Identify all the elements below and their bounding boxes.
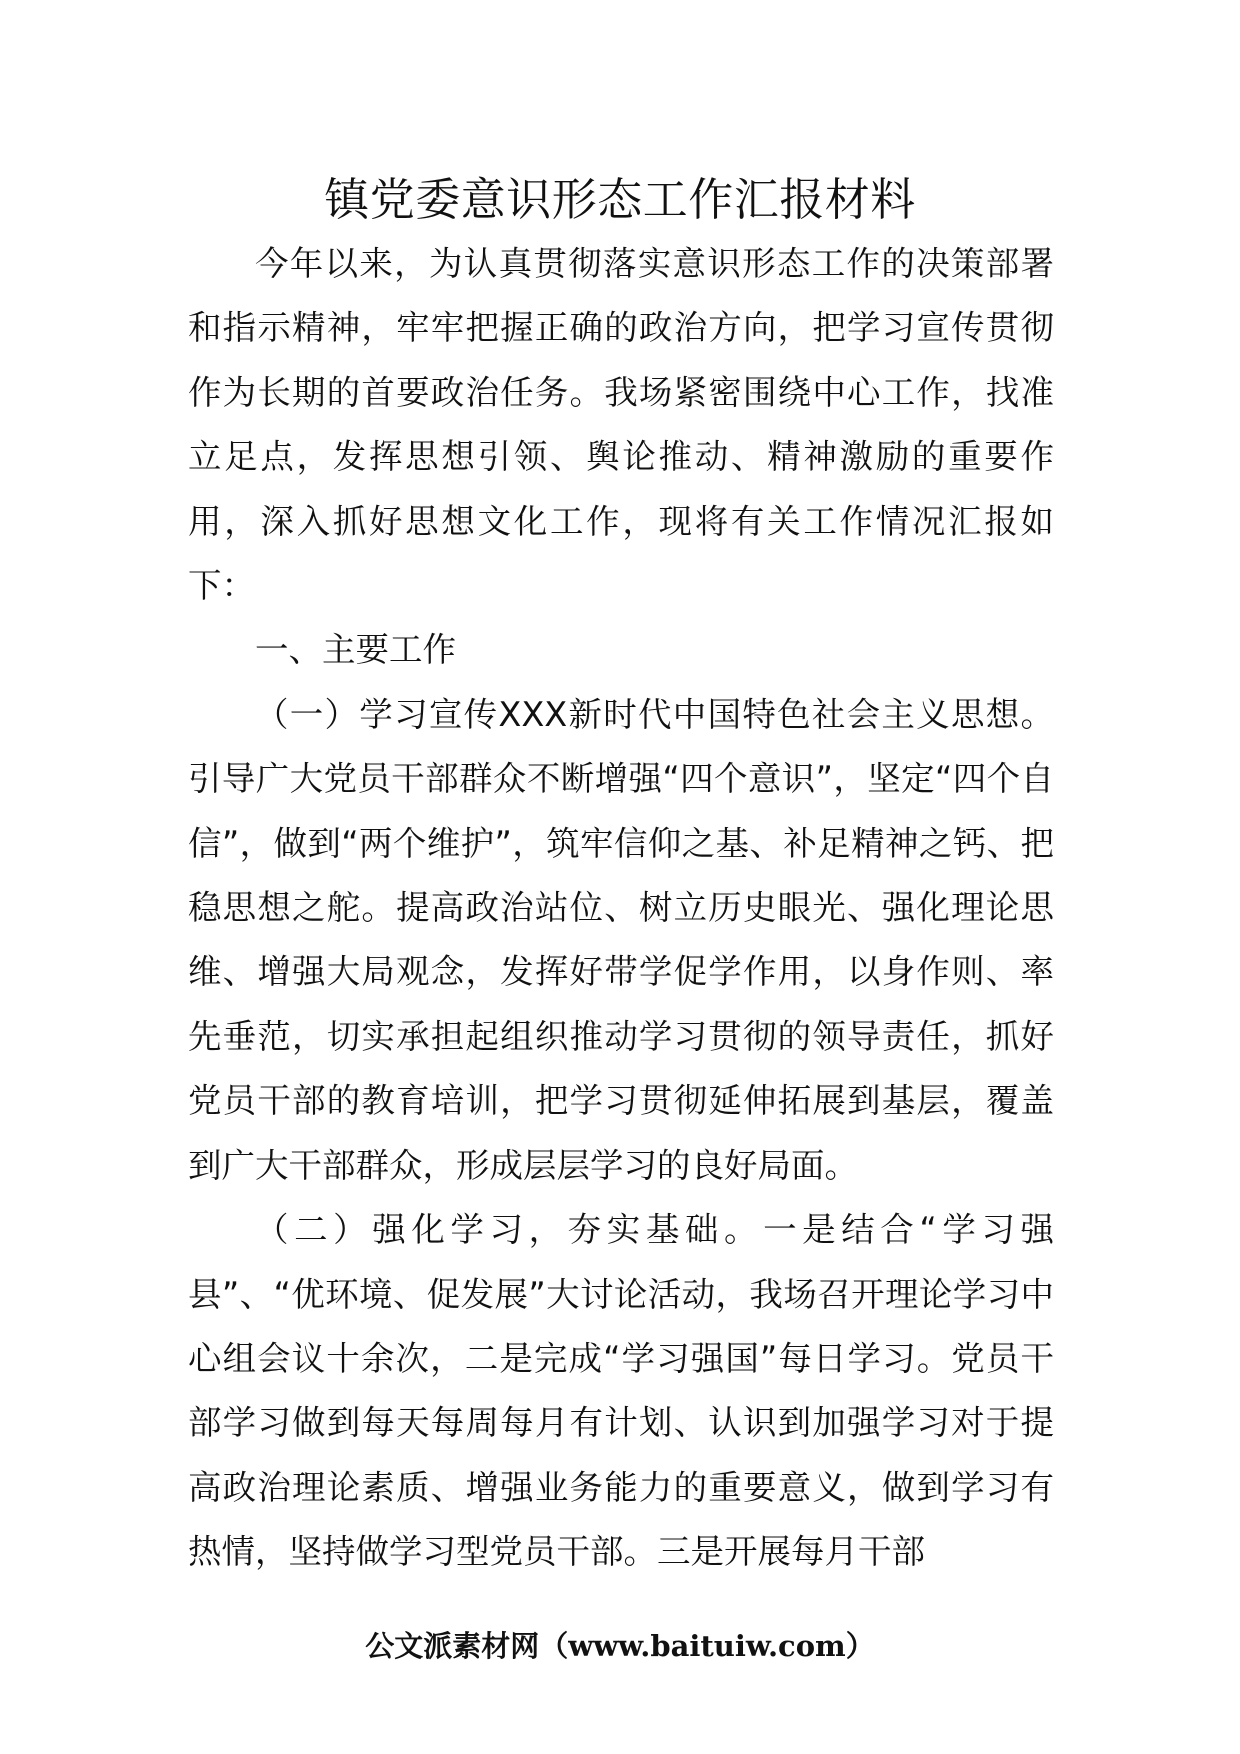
- footer-watermark: 公文派素材网（www.baituiw.com）: [365, 1629, 875, 1663]
- paragraph-item-2: （二）强化学习，夯实基础。一是结合“学习强县”、“优环境、促发展”大讨论活动，我场召开理论学习中心组会议十余次，二是完成“学习强国”每日学习。党员干部学习做到每天每周每月有计划、认识到加强学习对于提高政治理论素质、增强业务能力的重要意义，做到学习有热情，坚持做学习型党员干部。三是开展每月干部: [188, 1210, 1054, 1572]
- document-title: 镇党委意识形态工作汇报材料: [324, 173, 916, 226]
- section-heading-main-work: 一、主要工作: [255, 630, 456, 670]
- paragraph-intro: 今年以来，为认真贯彻落实意识形态工作的决策部署和指示精神，牢牢把握正确的政治方向，把学习宣传贯彻作为长期的首要政治任务。我场紧密围绕中心工作，找准立足点，发挥思想引领、舆论推动、精神激励的重要作用，深入抓好思想文化工作，现将有关工作情况汇报如下：: [188, 244, 1054, 606]
- paragraph-item-1: （一）学习宣传XXX新时代中国特色社会主义思想。引导广大党员干部群众不断增强“四个意识”，坚定“四个自信”，做到“两个维护”，筑牢信仰之基、补足精神之钙、把稳思想之舵。提高政治站位、树立历史眼光、强化理论思维、增强大局观念，发挥好带学促学作用，以身作则、率先垂范，切实承担起组织推动学习贯彻的领导责任，抓好党员干部的教育培训，把学习贯彻延伸拓展到基层，覆盖到广大干部群众，形成层层学习的良好局面。: [188, 694, 1054, 1185]
- document-body: [188, 232, 1054, 1585]
